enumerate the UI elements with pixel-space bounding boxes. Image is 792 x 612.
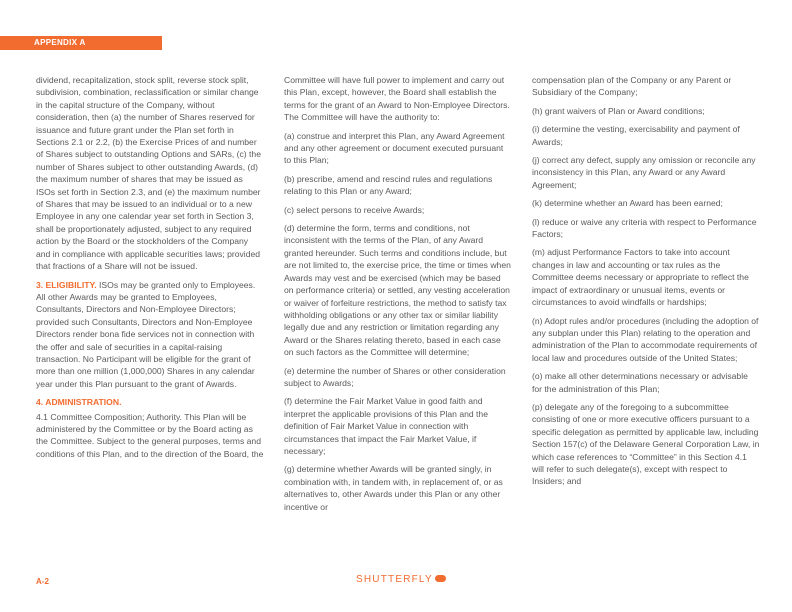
column-middle [284, 74, 512, 519]
clause-g: (g) determine whether Awards will be granted singly, in combination with, in tandem with, in replacement of, or as alternatives to, other Awards under this Plan or any other incentive or [284, 464, 503, 512]
clause-m: (m) adjust Performance Factors to take into account changes in law and accounting or tax rules as the Committee deems necessary or appropriate to reflect the impact of extraordinary or unusual items, events or circumstances to avoid windfalls or hardships; [532, 247, 749, 308]
clause-d: (d) determine the form, terms and conditions, not inconsistent with the terms of the Plan, of any Award granted hereunder. Such terms and conditions include, but are not limited to, the exercise price, the time or times when Awards may vest and be exercised (which may be based on performance criteria) or settled, any vesting acceleration or waiver of forfeiture restrictions, the method to satisfy tax withholding obligations or any other tax or similar liability legally due and any restriction or limitation regarding any Award or the Shares relating thereto, based in each case on such factors as the Committee will determine; [284, 223, 511, 358]
shutterfly-logo [356, 574, 446, 585]
shutterfly-mark-icon [435, 575, 446, 582]
clause-h: (h) grant waivers of Plan or Award conditions; [532, 105, 705, 116]
appendix-tab: APPENDIX A [0, 36, 162, 50]
eligibility-heading: 3. ELIGIBILITY. [36, 279, 97, 290]
column-left [36, 74, 264, 466]
paragraph-compensation-plan: compensation plan of the Company or any Parent or Subsidiary of the Company; [532, 75, 732, 98]
administration-text: 4.1 Committee Composition; Authority. This Plan will be administered by the Committee or by the Board acting as the Committee. Subject to the general purposes, terms and conditions of this Plan, and to the direction of the Board, the [36, 411, 264, 459]
section-eligibility [36, 279, 264, 391]
logo-text: SHUTTERFLY [356, 574, 433, 585]
clause-a: (a) construe and interpret this Plan, any Award Agreement and any other agreement or document executed pursuant to this Plan; [284, 130, 505, 166]
administration-heading: 4. ADMINISTRATION. [36, 397, 122, 408]
clause-i: (i) determine the vesting, exercisability and payment of Awards; [532, 124, 740, 147]
clause-n: (n) Adopt rules and/or procedures (including the adoption of any subplan under this Plan) relating to the operation and administration of the Plan to accommodate requirements of local law and procedures outside of the United States; [532, 315, 759, 363]
clause-e: (e) determine the number of Shares or other consideration subject to Awards; [284, 365, 506, 388]
clause-j: (j) correct any defect, supply any omission or reconcile any inconsistency in this Plan, any Award or any Award Agreement; [532, 155, 756, 190]
clause-o: (o) make all other determinations necessary or advisable for the administration of this Plan; [532, 371, 748, 394]
clause-k: (k) determine whether an Award has been earned; [532, 198, 723, 209]
clause-f: (f) determine the Fair Market Value in good faith and interpret the applicable provisions of this Plan and the definition of Fair Market Value in connection with circumstances that impact the Fair Market Value, if necessary; [284, 396, 488, 456]
eligibility-text: ISOs may be granted only to Employees. All other Awards may be granted to Employees, Consultants, Directors and Non-Employee Directors; provided such Consultants, Directors and Non-Employee Directors render bona fide services not in connection with the offer and sale of securities in a capital-raising transaction. No Participant will be eligible for the grant of more than one million (1,000,000) Shares in any calendar year under this Plan pursuant to the grant of Awards. [36, 279, 256, 389]
clause-b: (b) prescribe, amend and rescind rules and regulations relating to this Plan or any Award; [284, 173, 493, 197]
column-right [532, 74, 760, 494]
paragraph-adjustment-continued: dividend, recapitalization, stock split, reverse stock split, subdivision, combination, reclassification or similar change in the capital structure of the Company, without consideration, then (a) the number of Shares reserved for issuance and future grant under the Plan set forth in Sections 2.1 or 2.2, (b) the Exercise Prices of and number of Shares subject to outstanding Options and SARs, (c) the number of Shares subject to other outstanding Awards, (d) the maximum number of shares that may be issued as ISOs set forth in Section 2.3, and (e) the maximum number of Shares that may be issued to an individual or to a new Employee in any one calendar year set forth in Section 3, shall be proportionately adjusted, subject to any required action by the Board or the stockholders of the Company and in compliance with applicable securities laws; provided that fractions of a Share will not be issued. [36, 75, 261, 272]
clause-p: (p) delegate any of the foregoing to a subcommittee consisting of one or more executive officers pursuant to a specific delegation as permitted by applicable law, including Section 157(c) of the Delaware General Corporation Law, in which case references to “Committee” in this Section 4.1 will refer to such delegate(s), except with respect to Insiders; and [532, 401, 760, 487]
clause-c: (c) select persons to receive Awards; [284, 204, 425, 215]
page-number: A-2 [36, 577, 49, 586]
clause-l: (l) reduce or waive any criteria with respect to Performance Factors; [532, 216, 757, 240]
paragraph-committee-power: Committee will have full power to implement and carry out this Plan, except, however, the Board shall establish the terms for the grant of an Award to Non-Employee Directors. The Committee will have the authority to: [284, 75, 510, 123]
